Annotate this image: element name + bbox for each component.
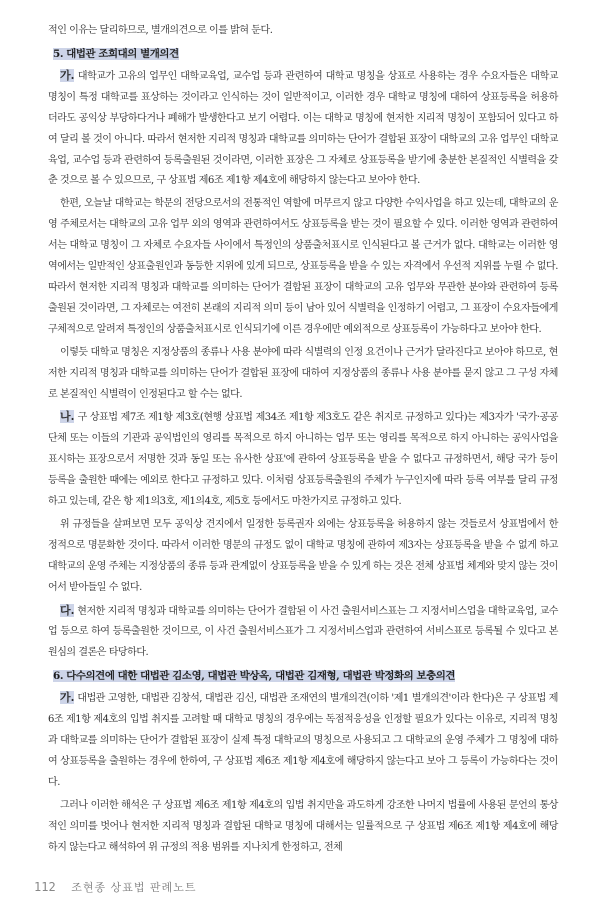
paragraph-6-ga-2: 그러나 이러한 해석은 구 상표법 제6조 제1항 제4호의 입법 취지만을 과도하게 강조한 나머지 법률에 사용된 문언의 통상적인 의미를 벗어나 현저한 지리적 명칭과 결합된 대학교 명칭에 대해서는 일률적으로 구 상표법 제6조 제1항 제4호에 해당하지 않는다고 해석하여 위 규정의 적용 범위를 지나치게 한정하고, 전체 xyxy=(48,799,558,853)
paragraph-5-na-2: 위 규정들을 살펴보면 모두 공익상 견지에서 일정한 등록권자 외에는 상표등록을 허용하지 않는 것들로서 상표법에서 한정적으로 명문화한 것이다. 따라서 이러한 명문의 규정도 없이 대학교 명칭에 관하여 제3자는 상표등록을 받을 수 없게 하고 대학교의 운영 주체는 지정상품의 종류 등과 관계없이 상표등록을 받을 수 있게 하는 것은 전체 상표법 체계와 맞지 않는 것이어서 받아들일 수 없다. xyxy=(48,518,558,593)
section-heading-6-text: 6. 다수의견에 대한 대법관 김소영, 대법관 박상옥, 대법관 김재형, 대법관 박정화의 보충의견 xyxy=(53,670,456,683)
paragraph-5-ga xyxy=(48,66,558,192)
paragraph-text: 대법관 고영한, 대법관 김창석, 대법관 김신, 대법관 조재연의 별개의견(이하 '제1 별개의견'이라 한다)은 구 상표법 제6조 제1항 제4호의 입법 취지를 고려할 때 대학교 명칭의 경우에는 독점적응성을 인정할 필요가 있다는 이유로, 지리적 명칭과 대학교를 의미하는 단어가 결합된 표장이 실제 특정 대학교의 명칭으로 사용되고 그 대학교의 운영 주체가 그 명칭에 대하여 상표등록을 출원하는 경우에 한하여, 구 상표법 제6조 제1항 제4호에 해당하지 않는다고 보아 그 등록이 가능하다는 것이다. xyxy=(48,693,558,788)
paragraph-6-ga xyxy=(48,688,558,794)
paragraph-text: 대학교가 고유의 업무인 대학교육업, 교수업 등과 관련하여 대학교 명칭을 상표로 사용하는 경우 수요자들은 대학교 명칭이 특정 대학교를 표상하는 것이라고 인식하는 것이 일반적이고, 이러한 경우 대학교 명칭에 대하여 상표등록을 허용하더라도 공익상 부당하다거나 폐해가 발생한다고 보기 어렵다. 이는 대학교 명칭에 현저한 지리적 명칭이 포함되어 있다고 하여 달리 볼 것이 아니다. 따라서 현저한 지리적 명칭과 대학교를 의미하는 단어가 결합된 표장이 대학교의 고유 업무인 대학교육업, 교수업 등과 관련하여 등록출원된 것이라면, 이러한 표장은 그 자체로 상표등록을 받기에 충분한 본질적인 식별력을 갖춘 것으로 볼 수 있으므로, 구 상표법 제6조 제1항 제4호에 해당하지 않는다고 보아야 한다. xyxy=(48,70,558,187)
paragraph-text: 구 상표법 제7조 제1항 제3호(현행 상표법 제34조 제1항 제3호도 같은 취지로 규정하고 있다)는 제3자가 '국가·공공단체 또는 이들의 기관과 공익법인의 영리를 목적으로 하지 아니하는 업무 또는 영리를 목적으로 하지 아니하는 공익사업을 표시하는 표장으로서 저명한 것과 동일 또는 유사한 상표'에 관하여 상표등록을 받을 수 없다고 규정하면서, 해당 국가 등이 등록을 출원한 때에는 예외로 한다고 규정하고 있다. 이처럼 상표등록출원의 주체가 누구인지에 따라 등록 여부를 달리 규정하고 있는데, 같은 항 제1의3호, 제1의4호, 제5호 등에서도 마찬가지로 규정하고 있다. xyxy=(48,412,558,508)
paragraph-continuation: 적인 이유는 달리하므로, 별개의견으로 이를 밝혀 둔다. xyxy=(48,25,273,36)
book-title: 조현종 상표법 판례노트 xyxy=(71,881,197,894)
page-number: 112 xyxy=(34,880,56,894)
paragraph-5-ga-2: 한편, 오늘날 대학교는 학문의 전당으로서의 전통적인 역할에 머무르지 않고 다양한 수익사업을 하고 있는데, 대학교의 운영 주체로서는 대학교의 고유 업무 외의 영역과 관련하여서도 상표등록을 받는 것이 필요할 수 있다. 이러한 영역과 관련하여서는 대학교 명칭이 그 자체로 수요자들 사이에서 특정인의 상품출처표시로 인식된다고 볼 근거가 없다. 대학교는 이러한 영역에서는 일반적인 상표출원인과 동등한 지위에 있게 되므로, 상표등록을 받을 수 있는 자격에서 우선적 지위를 누릴 수 없다. 따라서 현저한 지리적 명칭과 대학교를 의미하는 단어가 결합된 표장이 대학교의 고유 업무와 무관한 분야와 관련하여 등록출원된 것이라면, 그 자체로는 여전히 본래의 지리적 의미 등이 남아 있어 식별력을 인정하기 어렵고, 그 표장이 수요자들에게 구체적으로 알려져 특정인의 상품출처표시로 인식되기에 이른 경우에만 예외적으로 상표등록이 가능하다고 보아야 한다. xyxy=(48,198,558,335)
paragraph-5-ga-3: 이렇듯 대학교 명칭은 지정상품의 종류나 사용 분야에 따라 식별력의 인정 요건이나 근거가 달라진다고 보아야 하므로, 현저한 지리적 명칭과 대학교를 의미하는 단어가 결합된 표장에 대하여 지정상품의 종류나 사용 분야를 묻지 않고 그 구성 자체로 본질적인 식별력이 인정된다고 할 수는 없다. xyxy=(48,346,558,400)
paragraph-5-na xyxy=(48,407,558,513)
item-marker: 가. xyxy=(60,691,75,705)
paragraph-5-da xyxy=(48,601,558,665)
section-heading-5-text: 5. 대법관 조희대의 별개의견 xyxy=(53,47,179,60)
section-heading-6 xyxy=(48,666,558,687)
page-footer xyxy=(34,879,196,895)
item-marker: 다. xyxy=(60,603,75,617)
page-body xyxy=(48,21,558,859)
item-marker: 가. xyxy=(60,68,75,82)
item-marker: 나. xyxy=(60,410,75,424)
paragraph-text: 현저한 지리적 명칭과 대학교를 의미하는 단어가 결합된 이 사건 출원서비스표는 그 지정서비스업을 대학교육업, 교수업 등으로 하여 등록출원한 것이므로, 이 사건 출원서비스표가 그 지정서비스업과 관련하여 서비스표로 등록될 수 있다고 본 원심의 결론은 타당하다. xyxy=(48,605,558,659)
section-heading-5 xyxy=(48,44,558,65)
